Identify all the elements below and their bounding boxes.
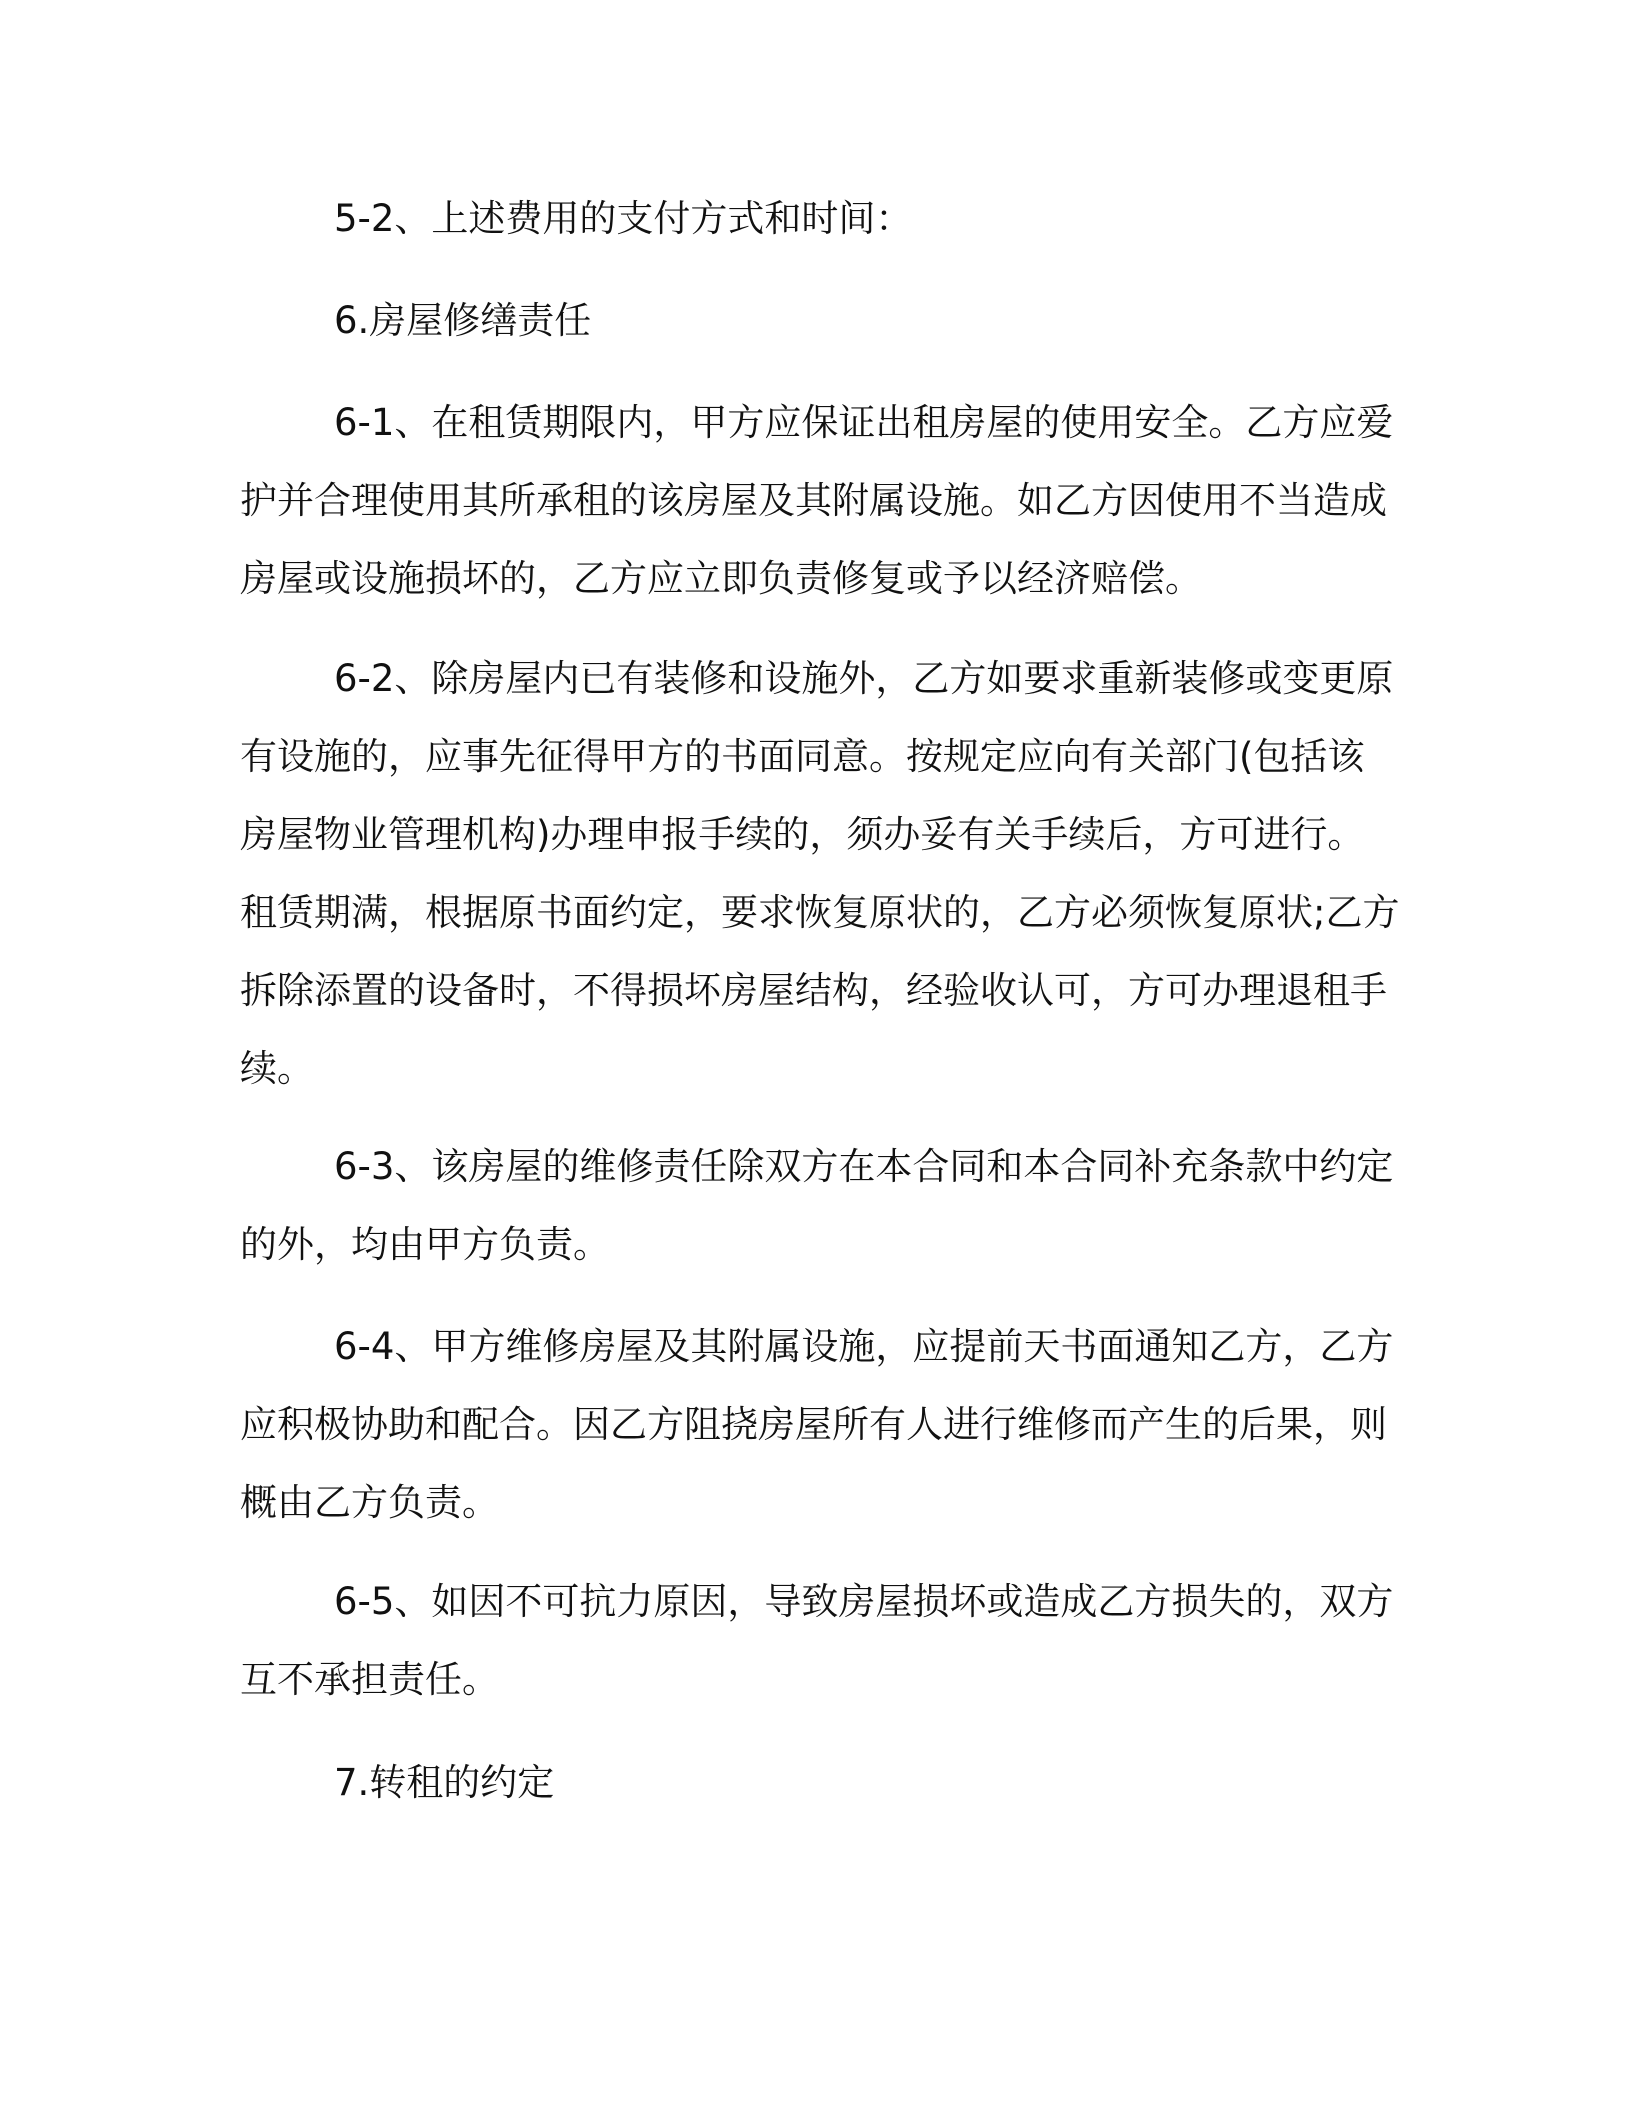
paragraph-6-3: 6-3、该房屋的维修责任除双方在本合同和本合同补充条款中约定的外，均由甲方负责。 xyxy=(240,1145,1394,1266)
paragraph-5-2-payment: 5-2、上述费用的支付方式和时间： xyxy=(334,197,913,240)
heading-7-sublease: 7.转租的约定 xyxy=(334,1761,555,1804)
paragraph-6-2: 6-2、除房屋内已有装修和设施外，乙方如要求重新装修或变更原有设施的，应事先征得甲方的书面同意。按规定应向有关部门(包括该房屋物业管理机构)办理申报手续的，须办妥有关手续后，方可进行。租赁期满，根据原书面约定，要求恢复原状的，乙方必须恢复原状;乙方拆除添置的设备时，不得损坏房屋结构，经验收认可，方可办理退租手续。 xyxy=(240,657,1400,1090)
paragraph-6-4: 6-4、甲方维修房屋及其附属设施，应提前天书面通知乙方，乙方应积极协助和配合。因乙方阻挠房屋所有人进行维修而产生的后果，则概由乙方负责。 xyxy=(240,1325,1394,1524)
heading-6-repair-responsibility: 6.房屋修缮责任 xyxy=(334,299,592,342)
paragraph-6-5: 6-5、如因不可抗力原因，导致房屋损坏或造成乙方损失的，双方互不承担责任。 xyxy=(240,1580,1394,1701)
paragraph-6-1: 6-1、在租赁期限内，甲方应保证出租房屋的使用安全。乙方应爱护并合理使用其所承租的该房屋及其附属设施。如乙方因使用不当造成房屋或设施损坏的，乙方应立即负责修复或予以经济赔偿。 xyxy=(240,401,1394,600)
